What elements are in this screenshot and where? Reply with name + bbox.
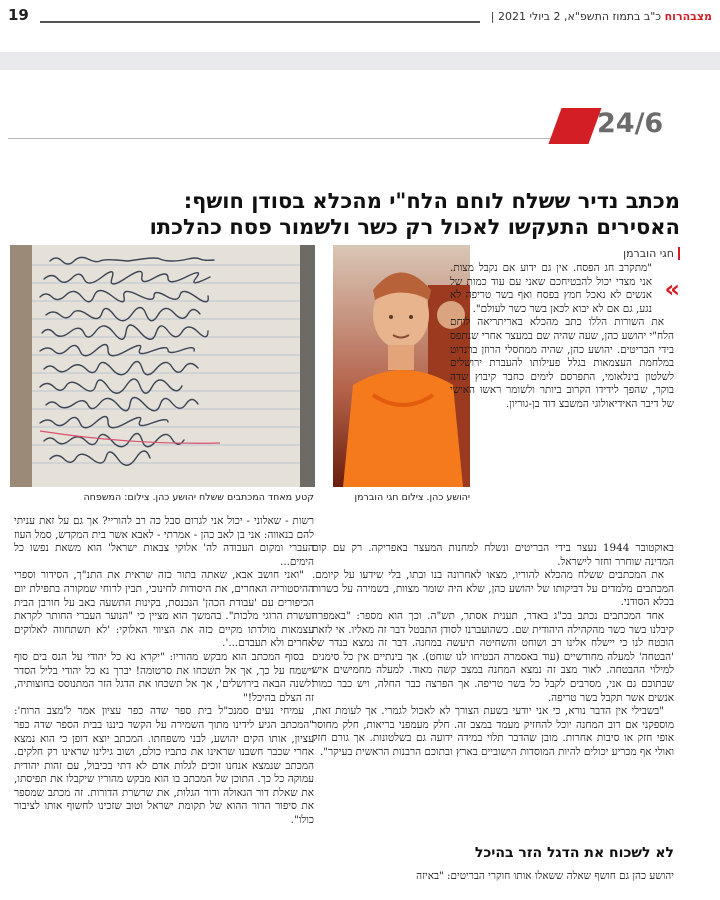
body-paragraph: עמיחי נעים סמנכ"ל בית ספר שדה כפר עציון אמר ל'מצב הרוח': "המכתב הגיע לידינו מתוך השמירה על הקשר ביננו בבית הספר שדה כפר עציון, אותו הקים יהושע, לבני משפחתו. המכתב יוצא דופן כי הוא נמצא אחרי שכבר חשבנו שראינו את כתביו כולם, ושוב גילינו שראינו רק חלקים. המכתב שנמצא אנחנו זוכים לגלות אדם לא דתי בכיבול, עם זהות יהודית עמוקה כל כך. התוכן של המכתב בו הוא מבקש מהוריו שיקבלו את תפיסתו, את שאלת דור הגאולה ודור הגלות, את שרשרת הדורות. זה מכתב שמספר את סיפור הדור ההוא של תקומת ישראל וטוב שזכינו לחשוף אותו לציבור כולו". [14,705,314,827]
header-info [491,10,712,23]
body-paragraph: "בשבילי אין הדבר נורא, כי אני יודעי בשעת הצורך לא לאכול לגמרי. אך לעומת זאת, מוספקני אם רוב המחנה יוכל להחזיק מעמד במצב זה. חלק מעמפני בריאות, חלק מחוסר אופי חזק או סיבות אחרות. מובן שהדבר תלוי במידה ידועה גם בשלטונות. אך גורם חזק ואולי אף מכריע יכולים להיות המוסדות הישוביים בארץ ובתוכם הרבנות הראשית בעיקר". [312,705,674,758]
headline [40,188,680,240]
section-rule [8,138,568,139]
header-rule [40,21,480,23]
letter-photo [10,245,315,487]
body-continuation: יהושע כהן גם חושף שאלה ששאלו אותו חוקרי הבריטים: "באיזה [416,870,674,882]
header-band [0,52,720,70]
body-column-right-top [450,262,674,542]
page-number: 19 [8,6,29,24]
page-header [0,0,720,60]
portrait-caption: יהושע כהן. צילום חגי הוברמן [354,492,470,503]
body-paragraph: באוקטובר 1944 נעצר בידי הבריטים ונשלח למחנות המעצר באפריקה. רק עם קום המדינה שוחרר וחזר לישראל. [312,542,674,568]
byline: חגי הוברמן [623,247,674,260]
brand-name: מצבהרוח [664,10,712,23]
quote-icon: « [664,275,680,303]
headline-line-2: האסירים התעקשו לאכול רק כשר ולשמור פסח כהלכתו [149,215,680,239]
headline-line-1: מכתב נדיר ששלח לוחם הלח"י מהכלא בסודן חושף: [183,189,680,213]
body-paragraph: רשות - שאלוני - יכול אני לגרום סבל כה רב להוריי? אך גם על זאת עניתי להם בנאווה: אני בן לאב כהן - אמרתי - לאבא אשר בית המקדש, סמל העוז העברי ומקום העבודה לה' אלוקי צבאות ישראל' הוא משאת נפשו כל הימים... [14,515,314,568]
byline-accent [678,247,680,260]
body-paragraph: "מתקרב חג הפסח. אין גם ידוע אם נקבל מצות. אני מצדי יכול להבטיחכם שאני עם עוד כמות של אנשים לא נאכל חמץ בפסח ואף בשר טריפה לא נגע, גם אם לא יבוא לכאן בשר כשר לעולם". [450,262,652,315]
subheading: לא לשכוח את הדגל הזר בהיכל [474,845,674,861]
section-accent [548,108,601,144]
body-paragraph: את המכתבים ששלח מהכלא להוריו, מצאו לאחרונה בנו ובתו, בלי שידעו על קיומם. המכתבים מלמדים על דביקותו של יהושע כהן, שלא היה שומר מצוות, בשמירה על כשרות בכלא הסודני. [312,569,674,609]
handwritten-letter-image [10,245,315,487]
body-paragraph: את השורות הללו כתב מהכלא באריתריאה לוחם הלח"י יהושע כהן, שעה שהיה שם במעצר אחרי שנתפס בידי הבריטים. יהושע כהן, שהיה ממחסלי הרוזן ברנדוט במלחמת העצמאות בגלל פעילותו להעברת ירושלים לשלטון בינלאומי, התפרסם לימים כחבר קיבוץ שדה בוקר, שהפך לידידו הקרוב ביותר ולשומר ראשו האישי של דיבר האידיאולוגי המשבצ דוד בן-גוריון. [450,316,674,410]
section-tag: 24/6 [597,108,664,139]
body-paragraph: בסוף המכתב הוא מבקש מהוריו: "יקרא נא כל יהודי על הנס בים סוף וישמח על כך, אך אל תשכחו את סרטומה! יברך נא כל יהודי בליל הסדר 'לשנה הבאה בירושלים', אך אל תשכחו את הדגל הזר המתנוסס בחוצותיה, זה הצלם בהיכל!" [14,650,314,704]
body-column-left [14,515,314,885]
date-text: כ"ב בתמוז התשפ"א, 2 ביולי 2021 | [490,10,662,23]
body-paragraph: "ואני חושב אבא, שאתה בתור כזה שראית את התנ"ך, הסידור וספרי ההיסטוריה האחרים, את היסודות לחינוכי, תבין לרוחי שמקורה בתפילת יום הכיפורים עם 'עבודת הכהן' הנכנסת, בקינות התשעה באב על חורבן הבית ועשרת הרוגי מלכות". בהמשך הוא מציין כי "הנוער העברי החותר לקראת עצמאות מולדתו מקיים כזה את הציווי האלוקי: 'לא תשתחווה לאלוקים אחרים ולא תעבדם...'. [14,569,314,650]
letter-caption: קטע מאחד המכתבים ששלח יהושע כהן. צילום: המשפחה [83,492,314,503]
body-paragraph: אחד המכתבים נכתב בכ"ג באדר, תענית אסתר, תש"ה. וכך הוא מספר: "באמפרה קיבלנו בשר כשר מהקהילה היהודית שם. כשהועברנו לסודן התבטל דבר זה מאליו. אי לזאת הובטח לנו כי יישלח אלינו רב ושוחט והשחיטה תיעשה במחנה. דבר זה נמצא בנדר של 'הבטחה' למעלה מחודשיים (עוד באסמרה הבטיחו לנו שוחט). אך בינתיים אין כל סימנים למילוי ההבטחה. לאור מצב זה נמצא המחנה במצב קשה מאוד. למעלה מחמישים איש שבתוכם גם אני, מסרבים לקבל כל בשר טריפה. אך הפרצה כבר החלה, ויש כבר כמות אנשים אשר תקבל בשר טריפה. [312,609,674,704]
body-column-right-bottom [312,542,674,835]
